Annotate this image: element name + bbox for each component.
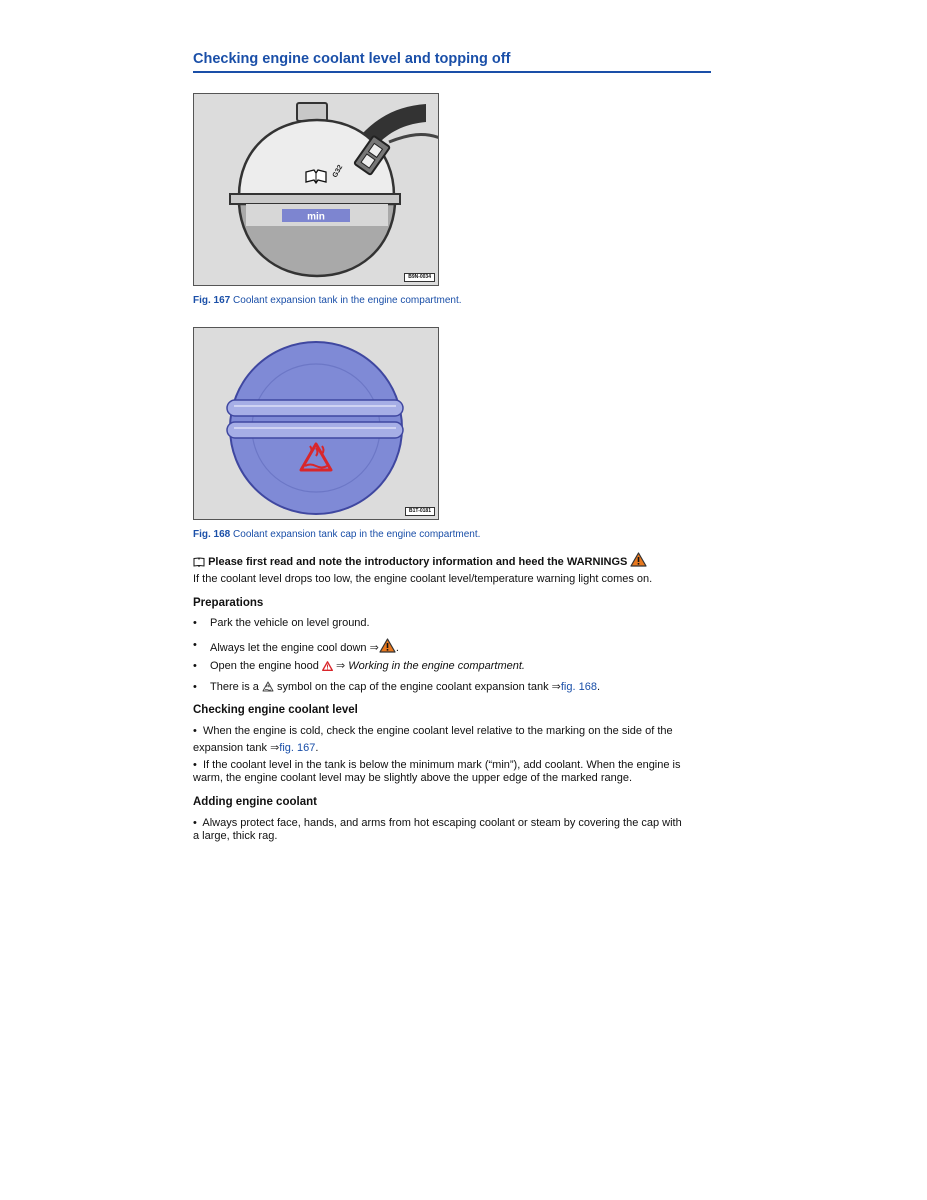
list-item-text: warm, the engine coolant level may be slightly above the upper edge of the marked range. [193,772,633,784]
figure-link[interactable]: fig. 168 [560,681,597,693]
intro-note [193,552,711,569]
list-item-text: Always let the engine cool down [210,642,367,654]
figure-caption [193,528,480,541]
warning-triangle-icon[interactable] [379,638,396,653]
list-item-text: If the coolant level in the tank is below the minimum mark (“min”), add coolant. When the engine is [202,759,681,771]
list-item-text: There is a [210,681,259,693]
book-icon [193,557,205,567]
list-item-continuation: expansion tank ⇒fig. 167. [193,742,319,754]
list-item: • Always protect face, hands, and arms from hot escaping coolant or steam by covering the cap with [193,817,682,829]
figure-code: B1T-0181 [405,507,435,516]
figure-code: B9N-0034 [404,273,435,282]
intro-sentence: If the coolant level drops too low, the engine coolant level/temperature warning light comes on. [193,573,653,585]
arrow-icon: ⇒ [270,742,280,754]
figure-caption [193,294,462,307]
list-item-text: Open the engine hood [210,660,319,672]
figure-tank-cap [193,327,439,520]
warning-triangle-icon[interactable] [630,552,647,567]
caption-text: Coolant expansion tank cap in the engine compartment. [233,529,481,540]
list-item-text: symbol on the cap of the engine coolant expansion tank [277,681,549,693]
list-item: • Always let the engine cool down ⇒ . [193,639,399,654]
list-item-text: Always protect face, hands, and arms from hot escaping coolant or steam by covering the cap with [202,817,682,829]
list-item-text: a large, thick rag. [193,830,278,842]
page-title: Checking engine coolant level and topping off [193,50,711,73]
svg-text:G32: G32 [331,164,345,179]
list-item: • When the engine is cold, check the engine coolant level relative to the marking on the side of the [193,725,673,737]
arrow-icon: ⇒ [336,660,346,672]
figure-link[interactable]: fig. 167 [279,742,316,754]
section-heading-preparations: Preparations [193,597,264,609]
min-mark-label: min [307,211,325,223]
section-heading-checking: Checking engine coolant level [193,704,358,716]
arrow-icon: ⇒ [369,642,379,654]
cross-reference[interactable]: Working in the engine compartment. [348,660,525,672]
caption-text: Coolant expansion tank in the engine compartment. [233,295,462,306]
list-item: • Park the vehicle on level ground. [193,616,711,630]
list-item-text: When the engine is cold, check the engine coolant level relative to the marking on the side of the [202,725,673,737]
figure-coolant-tank [193,93,439,286]
arrow-icon: ⇒ [551,681,561,693]
section-heading-adding: Adding engine coolant [193,796,317,808]
hot-coolant-icon [262,681,274,692]
book-icon [306,170,326,183]
list-item: • If the coolant level in the tank is below the minimum mark (“min”), add coolant. When the engine is [193,759,681,771]
list-item-continuation [193,771,711,785]
list-item-text: expansion tank [193,742,267,754]
warning-triangle-icon[interactable] [322,661,333,671]
figure-ref: Fig. 167 [193,295,231,306]
list-item: • Open the engine hood ⇒ Working in the engine compartment. [193,660,525,672]
intro-note-text: Please first read and note the introductory information and heed the WARNINGS [208,556,628,568]
figure-ref: Fig. 168 [193,529,231,540]
list-item-text: Park the vehicle on level ground. [210,617,370,629]
list-item: • There is a symbol on the cap of the engine coolant expansion tank ⇒fig. 168. [193,681,601,693]
list-item-continuation [193,829,711,843]
